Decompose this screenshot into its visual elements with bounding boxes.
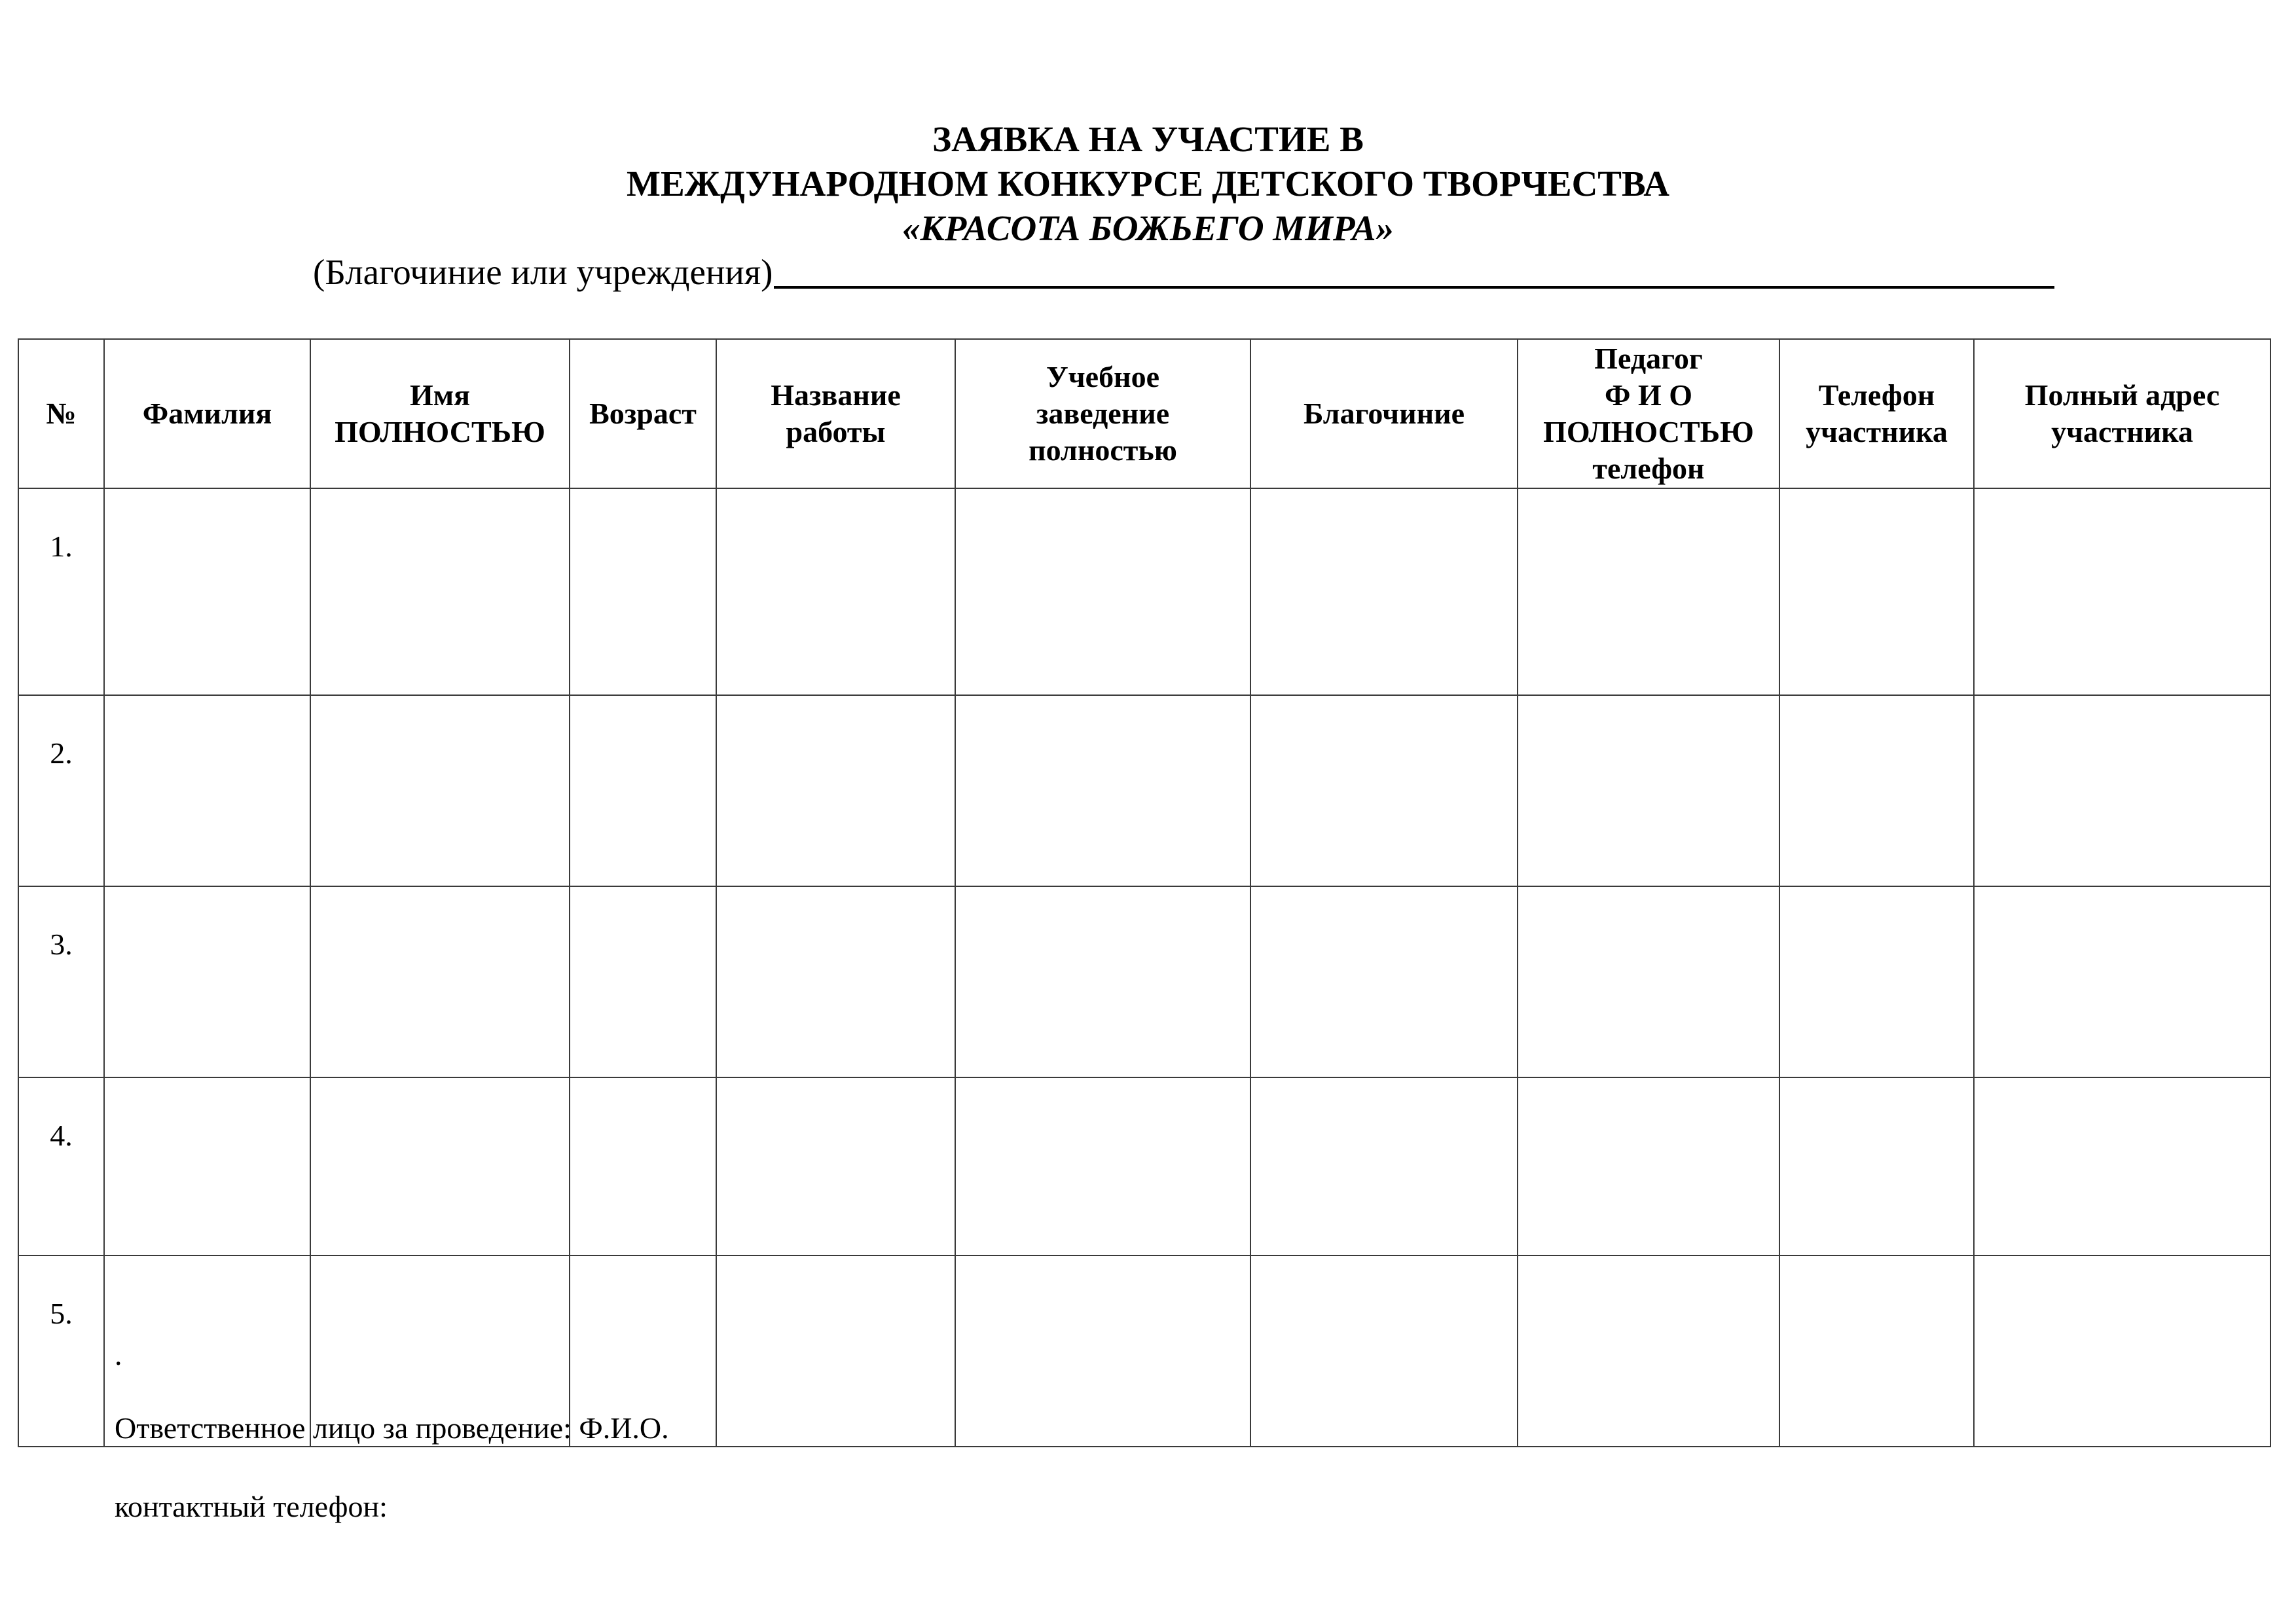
teacher-cell[interactable] <box>1518 1077 1779 1255</box>
work-title-cell[interactable] <box>716 886 955 1077</box>
form-title-line-2: МЕЖДУНАРОДНОМ КОНКУРСЕ ДЕТСКОГО ТВОРЧЕСТВА <box>627 164 1669 204</box>
column-header-work-title: Название работы <box>716 339 955 488</box>
deanery-cell[interactable] <box>1250 488 1518 695</box>
age-cell[interactable] <box>570 1077 716 1255</box>
row-number: 2. <box>18 695 104 886</box>
address-cell[interactable] <box>1974 1255 2270 1447</box>
column-header-number: № <box>18 339 104 488</box>
row-number: 5. <box>18 1255 104 1447</box>
name-cell[interactable] <box>310 886 570 1077</box>
row-number: 4. <box>18 1077 104 1255</box>
phone-cell[interactable] <box>1779 488 1974 695</box>
school-cell[interactable] <box>955 1077 1250 1255</box>
deanery-cell[interactable] <box>1250 886 1518 1077</box>
organization-label: (Благочиние или учреждения) <box>313 252 773 292</box>
phone-cell[interactable] <box>1779 1255 1974 1447</box>
address-cell[interactable] <box>1974 886 2270 1077</box>
age-cell[interactable] <box>570 488 716 695</box>
row-number: 1. <box>18 488 104 695</box>
teacher-cell[interactable] <box>1518 1255 1779 1447</box>
address-cell[interactable] <box>1974 1077 2270 1255</box>
column-header-address: Полный адрес участника <box>1974 339 2270 488</box>
name-cell[interactable] <box>310 488 570 695</box>
teacher-cell[interactable] <box>1518 488 1779 695</box>
organization-line <box>313 251 2054 294</box>
column-header-name: Имя ПОЛНОСТЬЮ <box>310 339 570 488</box>
school-cell[interactable] <box>955 886 1250 1077</box>
table-header-row <box>18 339 2270 488</box>
table-row <box>18 1077 2270 1255</box>
column-header-school: Учебное заведение полностью <box>955 339 1250 488</box>
work-title-cell[interactable] <box>716 695 955 886</box>
teacher-cell[interactable] <box>1518 886 1779 1077</box>
row-number: 3. <box>18 886 104 1077</box>
responsible-person-label: Ответственное лицо за проведение: Ф.И.О. <box>115 1411 669 1445</box>
deanery-cell[interactable] <box>1250 695 1518 886</box>
contact-phone-label: контактный телефон: <box>115 1490 388 1523</box>
column-header-teacher: Педагог Ф И О ПОЛНОСТЬЮ телефон <box>1518 339 1779 488</box>
phone-cell[interactable] <box>1779 695 1974 886</box>
school-cell[interactable] <box>955 695 1250 886</box>
table-row <box>18 695 2270 886</box>
age-cell[interactable] <box>570 695 716 886</box>
school-cell[interactable] <box>955 1255 1250 1447</box>
column-header-age: Возраст <box>570 339 716 488</box>
phone-cell[interactable] <box>1779 1077 1974 1255</box>
name-cell[interactable] <box>310 695 570 886</box>
phone-cell[interactable] <box>1779 886 1974 1077</box>
work-title-cell[interactable] <box>716 488 955 695</box>
deanery-cell[interactable] <box>1250 1077 1518 1255</box>
age-cell[interactable] <box>570 886 716 1077</box>
form-title-line-1: ЗАЯВКА НА УЧАСТИЕ В <box>932 119 1364 159</box>
work-title-cell[interactable] <box>716 1255 955 1447</box>
surname-cell[interactable] <box>104 1077 310 1255</box>
teacher-cell[interactable] <box>1518 695 1779 886</box>
surname-cell[interactable] <box>104 488 310 695</box>
surname-cell[interactable] <box>104 886 310 1077</box>
table-row <box>18 488 2270 695</box>
table-row <box>18 886 2270 1077</box>
footer-dot: . <box>115 1338 122 1371</box>
participants-table <box>18 338 2271 1447</box>
address-cell[interactable] <box>1974 695 2270 886</box>
school-cell[interactable] <box>955 488 1250 695</box>
organization-input[interactable] <box>774 253 2054 289</box>
column-header-surname: Фамилия <box>104 339 310 488</box>
deanery-cell[interactable] <box>1250 1255 1518 1447</box>
surname-cell[interactable] <box>104 695 310 886</box>
contest-name: «КРАСОТА БОЖЬЕГО МИРА» <box>902 208 1394 248</box>
column-header-phone: Телефон участника <box>1779 339 1974 488</box>
address-cell[interactable] <box>1974 488 2270 695</box>
name-cell[interactable] <box>310 1077 570 1255</box>
work-title-cell[interactable] <box>716 1077 955 1255</box>
column-header-deanery: Благочиние <box>1250 339 1518 488</box>
